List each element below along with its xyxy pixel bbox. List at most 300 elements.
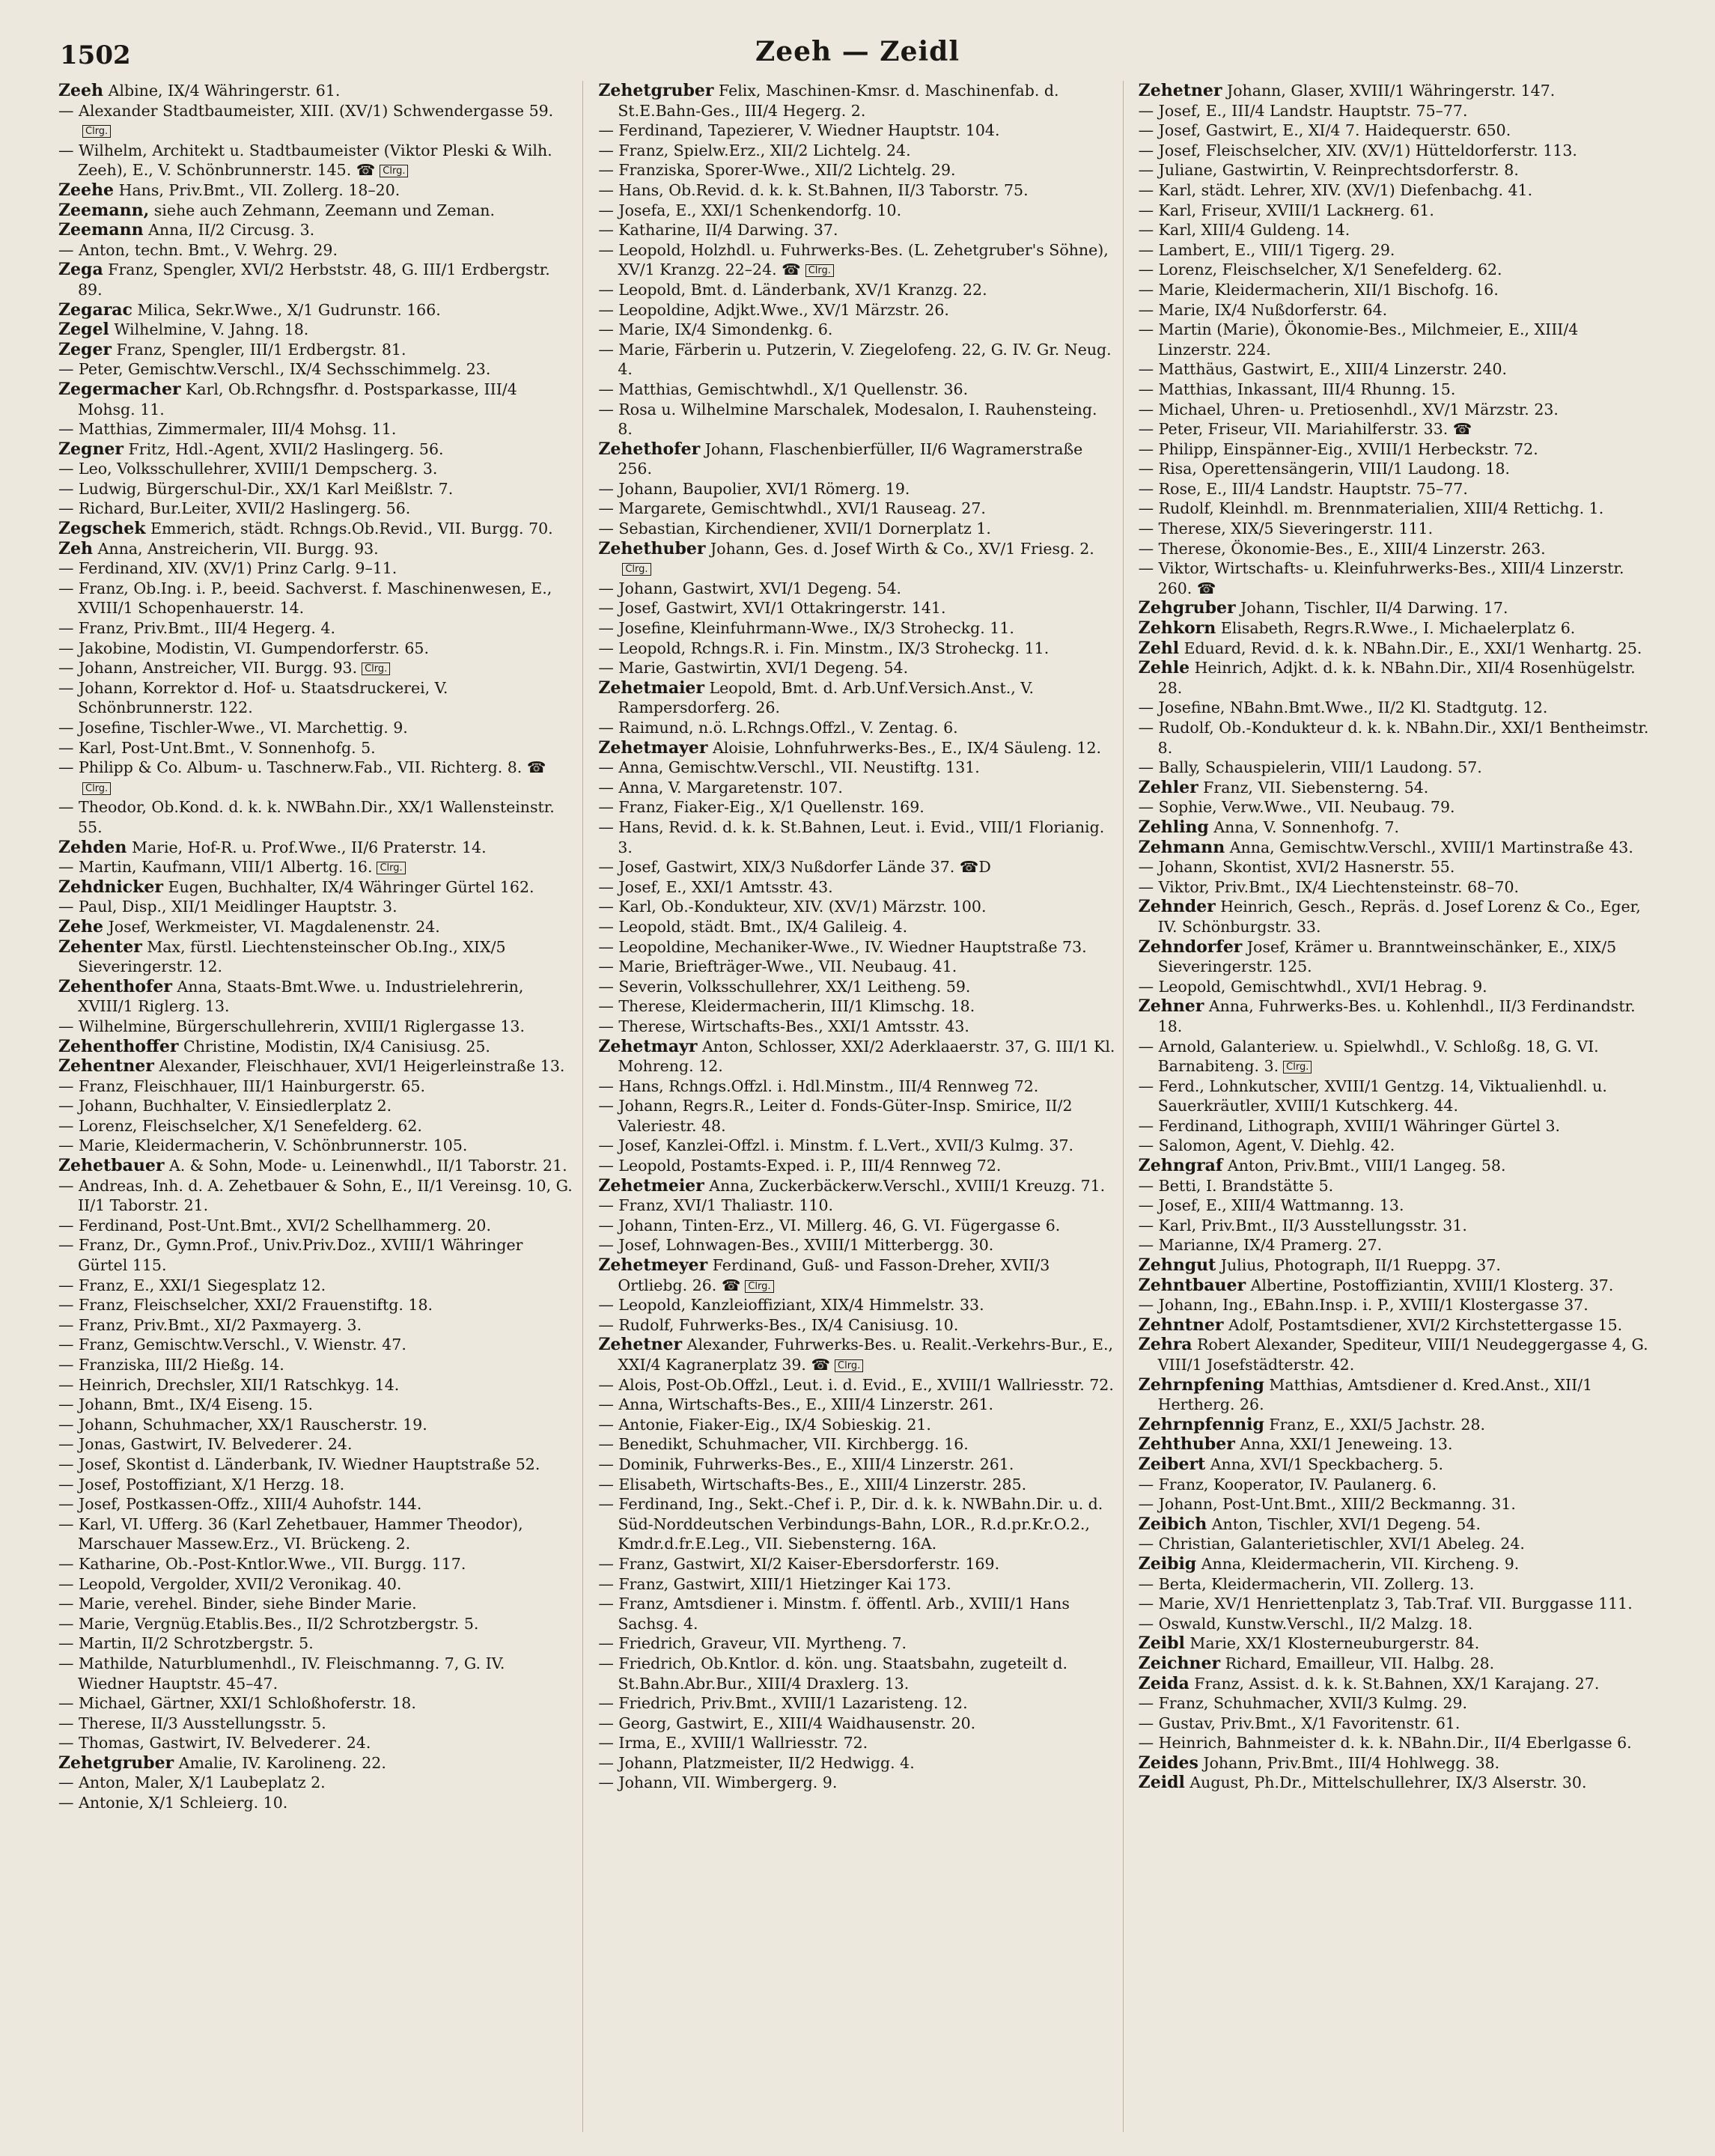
surname-entry bbox=[58, 439, 575, 460]
entry-details: NBahn.Bmt.Wwe., II/2 Kl. Stadtgutg. 12. bbox=[1225, 698, 1548, 717]
surname-entry bbox=[58, 201, 575, 221]
entry-name: — Heinrich, bbox=[58, 1375, 152, 1394]
entry-name: — Therese, bbox=[598, 997, 686, 1016]
sub-entry bbox=[58, 1633, 575, 1654]
entry-details: Johann, Flaschenbierfüller, II/6 Wagramerstraße 256. bbox=[618, 439, 1083, 478]
surname-entry bbox=[598, 738, 1115, 758]
entry-details: Sporer-Wwe., XII/2 Lichtelg. 29. bbox=[699, 161, 956, 180]
entry-name: — Viktor, bbox=[1138, 877, 1210, 896]
surname-entry bbox=[1139, 1156, 1655, 1176]
entry-details: Franz, VII. Siebensterng. 54. bbox=[1198, 778, 1429, 797]
sub-entry bbox=[1139, 519, 1655, 539]
surname-entry bbox=[58, 877, 575, 898]
entry-name: — Josef, bbox=[1138, 121, 1201, 140]
entry-details: Albine, IX/4 Währingerstr. 61. bbox=[103, 82, 341, 100]
entry-details: Wirtschafts-Bes., E., XIII/4 Linzerstr. 285. bbox=[696, 1475, 1027, 1493]
sub-entry bbox=[1139, 1136, 1655, 1156]
entry-details: Inh. d. A. Zehetbauer & Sohn, E., II/1 Vereinsg. 10, G. II/1 Taborstr. 21. bbox=[78, 1176, 573, 1215]
entry-name: — Lorenz, bbox=[58, 1116, 138, 1135]
entry-details: Holzhdl. u. Fuhrwerks-Bes. (L. Zehetgruber's Söhne), XV/1 Kranzg. 22–24. ☎ bbox=[618, 240, 1109, 279]
entry-details: Inkassant, III/4 Rhunng. 15. bbox=[1232, 380, 1456, 398]
entry-details: Schuhmacher, VII. Kirchbergg. 16. bbox=[692, 1435, 969, 1454]
sub-entry bbox=[1139, 1693, 1655, 1714]
entry-name: — Marie, bbox=[1138, 1595, 1210, 1613]
entry-details: Christine, Modistin, IX/4 Canisiusg. 25. bbox=[178, 1037, 490, 1056]
entry-name: Zehetmayr bbox=[598, 1036, 698, 1056]
sub-entry bbox=[58, 1773, 575, 1793]
entry-details: Drechsler, XII/1 Ratschkyg. 14. bbox=[151, 1375, 400, 1394]
sub-entry bbox=[598, 758, 1115, 778]
entry-details: verehel. Binder, siehe Binder Marie. bbox=[130, 1595, 417, 1613]
surname-entry bbox=[1139, 1335, 1655, 1374]
entry-name: — Raimund, bbox=[598, 719, 694, 737]
entry-details: Postkassen-Offz., XIII/4 Auhofstr. 144. bbox=[121, 1495, 422, 1514]
surname-entry bbox=[1139, 1753, 1655, 1773]
entry-details: E., VIII/1 Tigerg. 29. bbox=[1229, 240, 1395, 259]
sub-entry bbox=[58, 1434, 575, 1455]
surname-entry bbox=[598, 1176, 1115, 1196]
sub-entry bbox=[1139, 1037, 1655, 1077]
entry-details: Priv.Bmt., II/3 Ausstellungsstr. 31. bbox=[1196, 1216, 1467, 1234]
surname-entry bbox=[58, 917, 575, 937]
entry-details: V. Margaretenstr. 107. bbox=[663, 778, 843, 797]
sub-entry bbox=[1139, 280, 1655, 300]
entry-name: Zehetmeier bbox=[598, 1175, 704, 1196]
entry-details: E., XXI/1 Amtsstr. 43. bbox=[660, 877, 833, 896]
entry-name: — Gustav, bbox=[1138, 1714, 1216, 1732]
entry-details: Fuhrwerks-Bes., IX/4 Canisiusg. 10. bbox=[674, 1315, 959, 1334]
entry-name: — Matthias, bbox=[1138, 380, 1233, 398]
entry-name: Zeibich bbox=[1138, 1514, 1207, 1534]
sub-entry bbox=[58, 1395, 575, 1415]
entry-details: Skontist, XVI/2 Hasnerstr. 55. bbox=[1217, 858, 1455, 877]
page-number: 1502 bbox=[60, 40, 131, 70]
surname-entry bbox=[1139, 1554, 1655, 1574]
entry-name: Zeemann, bbox=[58, 200, 150, 220]
entry-details: Briefträger-Wwe., VII. Neubaug. 41. bbox=[669, 957, 957, 976]
entry-details: X/1 Schleierg. 10. bbox=[144, 1794, 288, 1812]
entry-name: — Josef, bbox=[598, 1136, 661, 1155]
entry-name: Zehethofer bbox=[598, 439, 701, 459]
entry-details: Lohnkutscher, XVIII/1 Gentzg. 14, Viktualienhdl. u. Sauerkräutler, XVIII/1 Kutschkerg. 44. bbox=[1157, 1077, 1607, 1115]
entry-details: Julius, Photograph, II/1 Rueppg. 37. bbox=[1216, 1256, 1501, 1275]
entry-details: Tapezierer, V. Wiedner Hauptstr. 104. bbox=[703, 121, 1000, 140]
entry-name: — Marie, bbox=[598, 659, 670, 677]
entry-name: Zehenthoffer bbox=[58, 1036, 179, 1056]
entry-name: — Marie, bbox=[58, 1614, 130, 1633]
entry-name: — Martin bbox=[1138, 320, 1212, 339]
entry-details: Ing., Sekt.-Chef i. P., Dir. d. k. k. NWBahn.Dir. u. d. Süd-Norddeutschen Verbindungs-Bahn, LOR., R.d.pr.Kr.O.2., Kmdr.d.fr.E.Leg., VII. Siebensterng. 16A. bbox=[618, 1495, 1103, 1553]
clearing-mark: Clrg. bbox=[835, 1359, 863, 1372]
sub-entry bbox=[58, 1793, 575, 1813]
entry-name: — Johann, bbox=[58, 659, 138, 677]
entry-details: Maler, X/1 Laubeplatz 2. bbox=[130, 1773, 326, 1792]
entry-name: — Lorenz, bbox=[1138, 261, 1218, 279]
sub-entry bbox=[598, 1693, 1115, 1714]
entry-name: — Josefine, bbox=[1138, 698, 1225, 717]
entry-details: Priv.Bmt., IX/4 Liechtensteinstr. 68–70. bbox=[1209, 877, 1520, 896]
entry-name: Zehethuber bbox=[598, 538, 706, 558]
entry-details: Gemischtw.Verschl., VII. Neustiftg. 131. bbox=[663, 758, 980, 777]
sub-entry bbox=[598, 300, 1115, 320]
sub-entry bbox=[58, 658, 575, 678]
sub-entry bbox=[598, 1136, 1115, 1156]
surname-entry bbox=[598, 678, 1115, 718]
sub-entry bbox=[1139, 439, 1655, 460]
entry-name: — Leopoldine, bbox=[598, 300, 710, 319]
entry-details: E., XXI/1 Schenkendorfg. 10. bbox=[670, 201, 902, 219]
entry-details: XIV. (XV/1) Prinz Carlg. 9–11. bbox=[163, 559, 397, 578]
entry-details: Gastwirt, XI/2 Kaiser-Ebersdorferstr. 169. bbox=[668, 1554, 1000, 1573]
entry-name: — Wilhelmine, bbox=[58, 1017, 171, 1035]
surname-entry bbox=[58, 260, 575, 299]
entry-name: — Leopold, bbox=[58, 1574, 146, 1593]
entry-name: — Ferdinand, bbox=[58, 559, 163, 578]
entry-details: Fleischselcher, X/1 Senefelderg. 62. bbox=[137, 1116, 422, 1135]
entry-details: IX/4 Simondenkg. 6. bbox=[669, 320, 833, 339]
entry-details: Leopold, Bmt. d. Arb.Unf.Versich.Anst., V. Rampersdorferg. 26. bbox=[618, 678, 1035, 717]
surname-entry bbox=[1139, 838, 1655, 858]
entry-name: — Karl, bbox=[58, 1514, 117, 1533]
entry-name: — Anton, bbox=[58, 1773, 130, 1792]
entry-details: Kaufmann, VIII/1 Albertg. 16. bbox=[136, 858, 373, 877]
sub-entry bbox=[598, 897, 1115, 917]
sub-entry bbox=[58, 359, 575, 380]
entry-details: Amalie, IV. Karolineng. 22. bbox=[174, 1753, 386, 1772]
entry-name: Zeh bbox=[58, 538, 94, 558]
sub-entry bbox=[58, 1514, 575, 1554]
entry-details: Korrektor d. Hof- u. Staatsdruckerei, V. Schönbrunnerstr. 122. bbox=[78, 678, 448, 717]
entry-details: II/3 Ausstellungsstr. 5. bbox=[146, 1714, 326, 1732]
entry-details: Einspänner-Eig., XVIII/1 Herbeckstr. 72. bbox=[1218, 439, 1538, 458]
entry-name: — Josef, bbox=[598, 1236, 661, 1255]
entry-name: — Matthias, bbox=[58, 420, 153, 439]
page-header bbox=[60, 36, 1655, 73]
entry-name: Zehthuber bbox=[1138, 1434, 1235, 1455]
entry-name: — Johann, bbox=[58, 1395, 138, 1414]
entry-details: Priv.Bmt., X/1 Favoritenstr. 61. bbox=[1215, 1714, 1460, 1732]
entry-name: — Johann, bbox=[598, 579, 678, 597]
entry-details: Kunstw.Verschl., II/2 Malzg. 18. bbox=[1220, 1614, 1473, 1633]
surname-entry bbox=[58, 320, 575, 340]
entry-details: Bmt. d. Länderbank, XV/1 Kranzg. 22. bbox=[686, 280, 987, 299]
entry-details: Kleidermacherin, XII/1 Bischofg. 16. bbox=[1209, 280, 1499, 299]
entry-name: — Risa, bbox=[1138, 460, 1197, 478]
clearing-mark: Clrg. bbox=[377, 862, 405, 874]
sub-entry bbox=[598, 1654, 1115, 1693]
entry-name: — Anna, bbox=[598, 1395, 664, 1414]
surname-entry bbox=[1139, 1415, 1655, 1435]
sub-entry bbox=[598, 1554, 1115, 1574]
entry-name: Zehntner bbox=[1138, 1315, 1224, 1335]
entry-details: Volksschullehrer, XVIII/1 Dempscherg. 3. bbox=[112, 460, 438, 478]
entry-name: — Anna, bbox=[598, 778, 664, 797]
sub-entry bbox=[58, 1475, 575, 1495]
entry-name: Zeibert bbox=[1138, 1454, 1206, 1474]
entry-details: I. Brandstätte 5. bbox=[1201, 1176, 1334, 1195]
entry-details: Kanzleioffiziant, XIX/4 Himmelstr. 33. bbox=[686, 1296, 984, 1315]
sub-entry bbox=[1139, 1614, 1655, 1634]
sub-entry bbox=[1139, 240, 1655, 261]
entry-details: Anstreicher, VII. Burgg. 93. bbox=[137, 659, 358, 677]
sub-entry bbox=[598, 778, 1115, 798]
entry-name: — Sebastian, bbox=[598, 520, 701, 538]
sub-entry bbox=[598, 340, 1115, 380]
entry-name: — Katharine, bbox=[598, 221, 701, 240]
entry-details: Fleischhauer, III/1 Hainburgerstr. 65. bbox=[128, 1077, 426, 1095]
entry-name: — Josef, bbox=[1138, 1196, 1201, 1215]
sub-entry bbox=[58, 240, 575, 261]
sub-entry bbox=[1139, 201, 1655, 221]
entry-name: — Peter, bbox=[1138, 420, 1204, 439]
entry-name: — Wilhelm, bbox=[58, 141, 147, 159]
sub-entry bbox=[1139, 1534, 1655, 1554]
entry-details: E., III/4 Landstr. Hauptstr. 75–77. bbox=[1201, 479, 1468, 498]
entry-details: Kleidermacherin, III/1 Klimschg. 18. bbox=[686, 997, 975, 1016]
entry-details: Heinrich, Gesch., Repräs. d. Josef Lorenz & Co., Eger, IV. Schönburgstr. 33. bbox=[1157, 898, 1641, 936]
entry-details: Graveur, VII. Myrtheng. 7. bbox=[695, 1634, 907, 1653]
entry-details: Priv.Bmt., III/4 Hegerg. 4. bbox=[128, 619, 335, 638]
sub-entry bbox=[58, 1375, 575, 1395]
entry-details: Kooperator, IV. Paulanerg. 6. bbox=[1208, 1475, 1437, 1493]
sub-entry bbox=[598, 180, 1115, 201]
entry-name: — Johann, bbox=[58, 1097, 138, 1115]
entry-name: — Johann, bbox=[598, 1097, 678, 1115]
entry-name: — Franz, bbox=[58, 1296, 129, 1315]
entry-name: Zehner bbox=[1138, 996, 1204, 1017]
entry-details: Fiaker-Eig., IX/4 Sobieskig. 21. bbox=[683, 1415, 931, 1434]
entry-name: — Leopold, bbox=[598, 240, 686, 259]
entry-details: Tischler-Wwe., VI. Marchettig. 9. bbox=[144, 719, 408, 737]
entry-name: Zegner bbox=[58, 439, 124, 459]
entry-name: — Leopoldine, bbox=[598, 937, 710, 956]
entry-details: VII. Wimbergerg. 9. bbox=[677, 1773, 838, 1792]
sub-entry bbox=[58, 678, 575, 718]
entry-details: Matthias, Amtsdiener d. Kred.Anst., XII/1 Hertherg. 26. bbox=[1157, 1375, 1593, 1414]
entry-details: Vergolder, XVII/2 Veronikag. 40. bbox=[145, 1574, 402, 1593]
entry-details: Buchhalter, V. Einsiedlerplatz 2. bbox=[137, 1097, 392, 1115]
entry-details: Vergnüg.Etablis.Bes., II/2 Schrotzbergstr. 5. bbox=[130, 1614, 479, 1633]
sub-entry bbox=[598, 579, 1115, 599]
entry-details: Amtsdiener i. Minstm. f. öffentl. Arb., XVIII/1 Hans Sachsg. 4. bbox=[618, 1595, 1070, 1633]
entry-details: Anna, Anstreicherin, VII. Burgg. 93. bbox=[93, 539, 379, 558]
entry-name: Zehndorfer bbox=[1138, 937, 1243, 957]
sub-entry bbox=[58, 141, 575, 180]
column-right bbox=[1139, 81, 1663, 2132]
surname-entry bbox=[58, 937, 575, 977]
entry-details: Rchngs.Offzl. i. Hdl.Minstm., III/4 Rennweg 72. bbox=[663, 1077, 1039, 1095]
sub-entry bbox=[1139, 1196, 1655, 1216]
entry-name: — Leopold, bbox=[598, 639, 686, 657]
entry-name: — Josefine, bbox=[58, 719, 145, 737]
sub-entry bbox=[1139, 1295, 1655, 1315]
sub-entry bbox=[1139, 1494, 1655, 1514]
surname-entry bbox=[1139, 996, 1655, 1036]
entry-name: Zehetner bbox=[598, 1335, 683, 1355]
sub-entry bbox=[598, 1574, 1115, 1595]
entry-details: Gastwirt, IV. Belvederег. 24. bbox=[144, 1734, 371, 1752]
entry-details: Ob.Ing. i. P., beeid. Sachverst. f. Maschinenwesen, E., XVIII/1 Schopenhauerstr. 14. bbox=[78, 579, 552, 618]
entry-name: — Franz, bbox=[58, 619, 129, 638]
sub-entry bbox=[58, 1216, 575, 1236]
sub-entry bbox=[598, 857, 1115, 877]
sub-entry bbox=[598, 1096, 1115, 1136]
surname-entry bbox=[1139, 81, 1655, 101]
sub-entry bbox=[598, 598, 1115, 618]
entry-details: Ökonomie-Bes., E., XIII/4 Linzerstr. 263. bbox=[1225, 539, 1546, 558]
entry-details: XIX/5 Sieveringerstr. 111. bbox=[1225, 520, 1434, 538]
entry-name: — Franz, bbox=[598, 1574, 669, 1593]
column-middle bbox=[598, 81, 1123, 2132]
entry-name: Zehetmeyer bbox=[598, 1255, 708, 1276]
entry-details: (Marie), Ökonomie-Bes., Milchmeier, E., XIII/4 Linzerstr. 224. bbox=[1157, 320, 1579, 359]
entry-name: — Juliane, bbox=[1138, 161, 1218, 180]
entry-details: Friseur, VII. Mariahilferstr. 33. ☎ bbox=[1203, 420, 1472, 439]
entry-name: — Georg, bbox=[598, 1714, 671, 1732]
entry-name: — Josef, bbox=[598, 599, 661, 618]
entry-name: — Karl, bbox=[1138, 1216, 1197, 1234]
sub-entry bbox=[1139, 101, 1655, 121]
sub-entry bbox=[58, 718, 575, 738]
entry-name: — Therese, bbox=[1138, 520, 1226, 538]
entry-name: — Karl, bbox=[1138, 201, 1197, 219]
entry-name: — Franz, bbox=[58, 1077, 129, 1095]
entry-details: Kleidermacherin, V. Schönbrunnerstr. 105. bbox=[130, 1136, 468, 1155]
sub-entry bbox=[1139, 758, 1655, 778]
sub-entry bbox=[598, 917, 1115, 937]
surname-entry bbox=[1139, 1633, 1655, 1654]
entry-name: — Johann, bbox=[1138, 858, 1218, 877]
entry-details: Platzmeister, II/2 Hedwigg. 4. bbox=[677, 1753, 915, 1772]
entry-details: u. Wilhelmine Marschalek, Modesalon, I. Rauhensteing. 8. bbox=[618, 400, 1097, 439]
entry-details: Volksschullehrer, XX/1 Leitheng. 59. bbox=[683, 977, 971, 996]
entry-details: Albertine, Postoffiziantin, XVIII/1 Klosterg. 37. bbox=[1246, 1276, 1614, 1294]
entry-name: Zega bbox=[58, 260, 103, 280]
entry-details: Anna, Fuhrwerks-Bes. u. Kohlenhdl., II/3 Ferdinandstr. 18. bbox=[1157, 997, 1636, 1035]
entry-name: — Katharine, bbox=[58, 1554, 161, 1573]
surname-entry bbox=[1139, 897, 1655, 937]
entry-details: Revid. d. k. k. St.Bahnen, Leut. i. Evid., VIII/1 Florianig. 3. bbox=[618, 817, 1105, 856]
entry-name: — Rudolf, bbox=[598, 1315, 674, 1334]
surname-entry bbox=[1139, 1455, 1655, 1475]
clearing-mark: Clrg. bbox=[380, 165, 408, 177]
entry-name: Zehkorn bbox=[1138, 618, 1216, 639]
surname-entry bbox=[58, 1753, 575, 1773]
entry-name: — Marie, bbox=[1138, 280, 1210, 299]
entry-name: — Franz, bbox=[1138, 1475, 1209, 1493]
sub-entry bbox=[58, 1315, 575, 1336]
sub-entry bbox=[58, 1116, 575, 1136]
surname-entry bbox=[1139, 1276, 1655, 1296]
entry-name: — Franz, bbox=[598, 1196, 669, 1215]
surname-entry bbox=[598, 439, 1115, 479]
entry-details: Album- u. Taschnerw.Fab., VII. Richterg. 8. ☎ bbox=[182, 758, 546, 777]
sub-entry bbox=[1139, 220, 1655, 240]
entry-name: — Jonas, bbox=[58, 1435, 127, 1454]
sub-entry bbox=[1139, 141, 1655, 161]
sub-entry bbox=[598, 499, 1115, 519]
entry-details: Postamts-Exped. i. P., III/4 Rennweg 72. bbox=[686, 1157, 1002, 1175]
entry-name: Zeides bbox=[1138, 1752, 1198, 1773]
entry-name: — Johann, bbox=[598, 1216, 678, 1234]
entry-details: IX/4 Nußdorferstr. 64. bbox=[1209, 300, 1388, 319]
entry-name: — Dominik, bbox=[598, 1455, 689, 1473]
surname-entry bbox=[58, 1156, 575, 1176]
entry-details: techn. Bmt., V. Wehrg. 29. bbox=[130, 240, 338, 259]
entry-details: Richard, Emailleur, VII. Halbg. 28. bbox=[1220, 1654, 1495, 1672]
entry-name: — Therese, bbox=[1138, 539, 1226, 558]
entry-name: Zeichner bbox=[1138, 1653, 1221, 1673]
running-head: Zeeh — Zeidl bbox=[755, 36, 960, 67]
entry-details: Zimmermaler, III/4 Mohsg. 11. bbox=[152, 420, 397, 439]
sub-entry bbox=[598, 121, 1115, 141]
entry-details: Franz, Assist. d. k. k. St.Bahnen, XX/1 Karajang. 27. bbox=[1189, 1674, 1600, 1693]
entry-name: — Leo, bbox=[58, 460, 112, 478]
sub-entry bbox=[1139, 558, 1655, 598]
surname-entry bbox=[598, 1037, 1115, 1077]
entry-details: Gastwirtin, XVI/1 Degeng. 54. bbox=[669, 659, 909, 677]
entry-details: Fleischselcher, XXI/2 Frauenstiftg. 18. bbox=[128, 1296, 433, 1315]
entry-name: — Theodor, bbox=[58, 798, 147, 817]
entry-name: — Antonie, bbox=[58, 1794, 144, 1812]
entry-details: Post-Ob.Offzl., Leut. i. d. Evid., E., XVIII/1 Wallriesstr. 72. bbox=[661, 1375, 1114, 1394]
sub-entry bbox=[58, 1276, 575, 1296]
entry-name: — Franz, bbox=[598, 1554, 669, 1573]
sub-entry bbox=[598, 1455, 1115, 1475]
entry-name: Zehle bbox=[1138, 658, 1190, 678]
sub-entry bbox=[598, 320, 1115, 340]
entry-details: Wirtschafts- u. Kleinfuhrwerks-Bes., XIII/4 Linzerstr. 260. ☎ bbox=[1157, 559, 1624, 597]
entry-details: Mechaniker-Wwe., IV. Wiedner Hauptstraße 73. bbox=[709, 937, 1087, 956]
sub-entry bbox=[598, 1295, 1115, 1315]
entry-name: — Berta, bbox=[1138, 1574, 1207, 1593]
entry-name: — Sophie, bbox=[1138, 798, 1217, 817]
surname-entry bbox=[58, 340, 575, 360]
entry-name: — Franz, bbox=[598, 1595, 669, 1613]
sub-entry bbox=[58, 639, 575, 659]
sub-entry bbox=[58, 1693, 575, 1714]
sub-entry bbox=[1139, 260, 1655, 280]
entry-name: — Rosa bbox=[598, 400, 657, 418]
entry-name: — Johann, bbox=[598, 1773, 678, 1792]
sub-entry bbox=[598, 1434, 1115, 1455]
entry-name: — Philipp, bbox=[1138, 439, 1219, 458]
entry-name: — Marie, bbox=[598, 320, 670, 339]
entry-details: Friseur, XVIII/1 Lackнerg. 61. bbox=[1196, 201, 1434, 219]
sub-entry bbox=[598, 618, 1115, 639]
entry-details: XIII/4 Guldeng. 14. bbox=[1196, 221, 1350, 240]
surname-entry bbox=[58, 539, 575, 559]
entry-name: — Margarete, bbox=[598, 499, 707, 518]
sub-entry bbox=[598, 1216, 1115, 1236]
entry-details: Gemischtwhdl., XVI/1 Rauseag. 27. bbox=[706, 499, 986, 518]
entry-name: — Martin, bbox=[58, 1634, 137, 1653]
entry-details: Anna, Gemischtw.Verschl., XVIII/1 Martinstraße 43. bbox=[1225, 838, 1633, 856]
entry-details: Architekt u. Stadtbaumeister (Viktor Pleski & Wilh. Zeeh), E., V. Schönbrunnerstr. 145. ☎ bbox=[78, 141, 552, 180]
entry-details: Johann, Priv.Bmt., III/4 Hohlwegg. 38. bbox=[1198, 1753, 1500, 1772]
clearing-mark: Clrg. bbox=[622, 563, 651, 576]
entry-details: Baupolier, XVI/1 Römerg. 19. bbox=[677, 479, 910, 498]
entry-details: Adjkt.Wwe., XV/1 Märzstr. 26. bbox=[709, 300, 949, 319]
entry-name: — Leopold, bbox=[598, 1296, 686, 1315]
entry-details: Gastwirt, XVI/1 Ottakringerstr. 141. bbox=[660, 599, 946, 618]
sub-entry bbox=[598, 1415, 1115, 1435]
entry-details: Post-Unt.Bmt., XIII/2 Beckmanng. 31. bbox=[1217, 1495, 1516, 1514]
entry-details: II/2 Schrotzbergstr. 5. bbox=[136, 1634, 314, 1653]
entry-name: — Alexander bbox=[58, 101, 158, 120]
sub-entry bbox=[1139, 857, 1655, 877]
entry-name: — Franz, bbox=[58, 1236, 129, 1255]
